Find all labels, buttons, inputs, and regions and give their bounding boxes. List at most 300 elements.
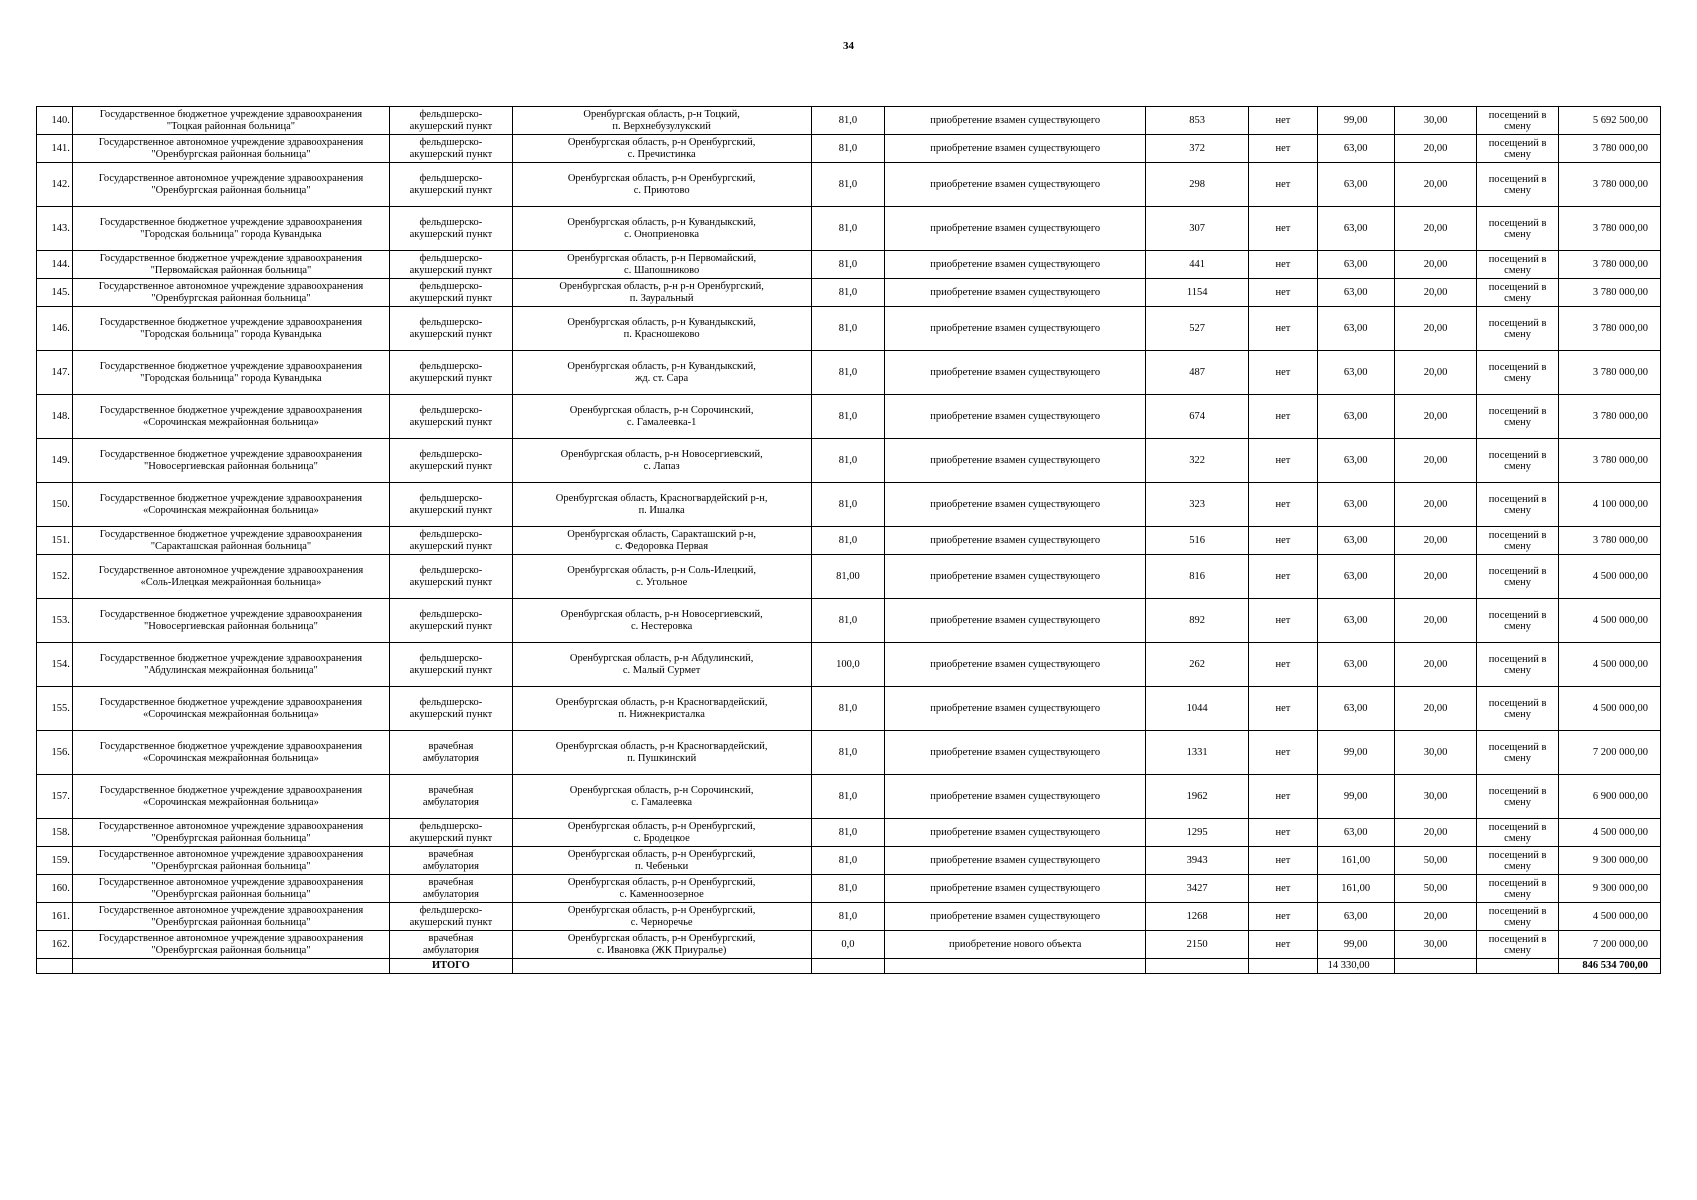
- table-row: [37, 775, 1661, 819]
- flag-cell: нет: [1249, 731, 1317, 775]
- table-row: [37, 251, 1661, 279]
- cost-cell: 3 780 000,00: [1558, 279, 1660, 307]
- value1-cell: 99,00: [1317, 107, 1394, 135]
- institution-cell: Государственное бюджетное учреждение здравоохранения "Городская больница" города Кувандыка: [72, 207, 389, 251]
- visits-unit-cell: посещений в смену: [1477, 775, 1558, 819]
- action-cell: приобретение взамен существующего: [885, 135, 1146, 163]
- facility-type-cell: фельдшерско- акушерский пункт: [390, 903, 513, 931]
- address-cell: Оренбургская область, р-н Оренбургский, с. Ивановка (ЖК Приуралье): [512, 931, 811, 959]
- flag-cell: нет: [1249, 903, 1317, 931]
- table-row: [37, 819, 1661, 847]
- area-cell: 81,0: [811, 847, 885, 875]
- value1-cell: 63,00: [1317, 687, 1394, 731]
- address-cell: Оренбургская область, р-н Абдулинский, с. Малый Сурмет: [512, 643, 811, 687]
- area-cell: 81,0: [811, 527, 885, 555]
- table-row: [37, 555, 1661, 599]
- table-row: [37, 107, 1661, 135]
- institution-cell: Государственное бюджетное учреждение здравоохранения «Сорочинская межрайонная больница»: [72, 687, 389, 731]
- institution-cell: Государственное бюджетное учреждение здравоохранения "Новосергиевская районная больница": [72, 439, 389, 483]
- action-cell: приобретение взамен существующего: [885, 643, 1146, 687]
- cost-cell: 3 780 000,00: [1558, 163, 1660, 207]
- institution-cell: Государственное бюджетное учреждение здравоохранения «Сорочинская межрайонная больница»: [72, 483, 389, 527]
- value1-cell: 161,00: [1317, 875, 1394, 903]
- address-cell: Оренбургская область, р-н Оренбургский, с. Каменноозерное: [512, 875, 811, 903]
- value1-cell: 99,00: [1317, 775, 1394, 819]
- visits-unit-cell: посещений в смену: [1477, 135, 1558, 163]
- total-value1: 14 330,00: [1317, 959, 1394, 974]
- table-row: [37, 307, 1661, 351]
- population-cell: 323: [1146, 483, 1249, 527]
- empty-cell: [512, 959, 811, 974]
- institution-cell: Государственное автономное учреждение здравоохранения "Оренбургская районная больница": [72, 931, 389, 959]
- institution-cell: Государственное бюджетное учреждение здравоохранения «Сорочинская межрайонная больница»: [72, 775, 389, 819]
- address-cell: Оренбургская область, р-н Тоцкий, п. Верхнебузулукский: [512, 107, 811, 135]
- visits-unit-cell: посещений в смену: [1477, 279, 1558, 307]
- action-cell: приобретение взамен существующего: [885, 847, 1146, 875]
- area-cell: 81,0: [811, 483, 885, 527]
- visits-unit-cell: посещений в смену: [1477, 643, 1558, 687]
- action-cell: приобретение нового объекта: [885, 931, 1146, 959]
- institution-cell: Государственное бюджетное учреждение здравоохранения "Новосергиевская районная больница": [72, 599, 389, 643]
- empty-cell: [72, 959, 389, 974]
- action-cell: приобретение взамен существующего: [885, 307, 1146, 351]
- action-cell: приобретение взамен существующего: [885, 599, 1146, 643]
- cost-cell: 4 500 000,00: [1558, 643, 1660, 687]
- row-number: 157.: [37, 775, 73, 819]
- action-cell: приобретение взамен существующего: [885, 163, 1146, 207]
- facility-type-cell: фельдшерско- акушерский пункт: [390, 687, 513, 731]
- flag-cell: нет: [1249, 483, 1317, 527]
- area-cell: 81,0: [811, 351, 885, 395]
- table-row: [37, 875, 1661, 903]
- cost-cell: 9 300 000,00: [1558, 875, 1660, 903]
- facility-type-cell: фельдшерско- акушерский пункт: [390, 395, 513, 439]
- population-cell: 487: [1146, 351, 1249, 395]
- cost-cell: 6 900 000,00: [1558, 775, 1660, 819]
- action-cell: приобретение взамен существующего: [885, 207, 1146, 251]
- action-cell: приобретение взамен существующего: [885, 527, 1146, 555]
- flag-cell: нет: [1249, 251, 1317, 279]
- facility-type-cell: врачебная амбулатория: [390, 847, 513, 875]
- address-cell: Оренбургская область, р-н Первомайский, с. Шапошниково: [512, 251, 811, 279]
- facility-type-cell: фельдшерско- акушерский пункт: [390, 643, 513, 687]
- total-cost: 846 534 700,00: [1558, 959, 1660, 974]
- facility-type-cell: фельдшерско- акушерский пункт: [390, 599, 513, 643]
- population-cell: 262: [1146, 643, 1249, 687]
- action-cell: приобретение взамен существующего: [885, 251, 1146, 279]
- empty-cell: [37, 959, 73, 974]
- area-cell: 81,0: [811, 875, 885, 903]
- table-row: [37, 527, 1661, 555]
- row-number: 150.: [37, 483, 73, 527]
- flag-cell: нет: [1249, 847, 1317, 875]
- value2-cell: 20,00: [1394, 819, 1477, 847]
- table-body: [37, 107, 1661, 974]
- action-cell: приобретение взамен существующего: [885, 687, 1146, 731]
- institution-cell: Государственное автономное учреждение здравоохранения "Оренбургская районная больница": [72, 135, 389, 163]
- row-number: 154.: [37, 643, 73, 687]
- value1-cell: 161,00: [1317, 847, 1394, 875]
- table-row: [37, 847, 1661, 875]
- action-cell: приобретение взамен существующего: [885, 903, 1146, 931]
- population-cell: 3943: [1146, 847, 1249, 875]
- area-cell: 81,0: [811, 135, 885, 163]
- area-cell: 81,0: [811, 163, 885, 207]
- cost-cell: 7 200 000,00: [1558, 731, 1660, 775]
- value2-cell: 30,00: [1394, 775, 1477, 819]
- row-number: 142.: [37, 163, 73, 207]
- facility-type-cell: фельдшерско- акушерский пункт: [390, 439, 513, 483]
- address-cell: Оренбургская область, р-н Оренбургский, п. Чебеньки: [512, 847, 811, 875]
- row-number: 145.: [37, 279, 73, 307]
- cost-cell: 4 500 000,00: [1558, 599, 1660, 643]
- table-row: [37, 687, 1661, 731]
- value1-cell: 63,00: [1317, 351, 1394, 395]
- value2-cell: 20,00: [1394, 135, 1477, 163]
- value1-cell: 99,00: [1317, 931, 1394, 959]
- visits-unit-cell: посещений в смену: [1477, 483, 1558, 527]
- value2-cell: 20,00: [1394, 279, 1477, 307]
- institution-cell: Государственное бюджетное учреждение здравоохранения "Первомайская районная больница": [72, 251, 389, 279]
- table-row: [37, 351, 1661, 395]
- cost-cell: 4 500 000,00: [1558, 819, 1660, 847]
- address-cell: Оренбургская область, р-н Сорочинский, с. Гамалеевка: [512, 775, 811, 819]
- cost-cell: 3 780 000,00: [1558, 307, 1660, 351]
- area-cell: 81,00: [811, 555, 885, 599]
- institution-cell: Государственное автономное учреждение здравоохранения "Оренбургская районная больница": [72, 279, 389, 307]
- flag-cell: нет: [1249, 775, 1317, 819]
- total-label: ИТОГО: [390, 959, 513, 974]
- visits-unit-cell: посещений в смену: [1477, 687, 1558, 731]
- row-number: 151.: [37, 527, 73, 555]
- visits-unit-cell: посещений в смену: [1477, 527, 1558, 555]
- action-cell: приобретение взамен существующего: [885, 875, 1146, 903]
- cost-cell: 3 780 000,00: [1558, 251, 1660, 279]
- area-cell: 81,0: [811, 599, 885, 643]
- page-number: 34: [843, 40, 854, 52]
- institution-cell: Государственное автономное учреждение здравоохранения "Оренбургская районная больница": [72, 847, 389, 875]
- flag-cell: нет: [1249, 527, 1317, 555]
- value1-cell: 63,00: [1317, 207, 1394, 251]
- table-row: [37, 163, 1661, 207]
- empty-cell: [885, 959, 1146, 974]
- facility-type-cell: фельдшерско- акушерский пункт: [390, 107, 513, 135]
- population-cell: 441: [1146, 251, 1249, 279]
- value2-cell: 20,00: [1394, 439, 1477, 483]
- area-cell: 81,0: [811, 819, 885, 847]
- population-cell: 853: [1146, 107, 1249, 135]
- row-number: 158.: [37, 819, 73, 847]
- population-cell: 816: [1146, 555, 1249, 599]
- area-cell: 0,0: [811, 931, 885, 959]
- value2-cell: 20,00: [1394, 599, 1477, 643]
- population-cell: 372: [1146, 135, 1249, 163]
- value2-cell: 30,00: [1394, 731, 1477, 775]
- empty-cell: [1249, 959, 1317, 974]
- value2-cell: 20,00: [1394, 643, 1477, 687]
- institution-cell: Государственное автономное учреждение здравоохранения «Соль-Илецкая межрайонная больница»: [72, 555, 389, 599]
- visits-unit-cell: посещений в смену: [1477, 207, 1558, 251]
- population-cell: 1268: [1146, 903, 1249, 931]
- row-number: 146.: [37, 307, 73, 351]
- value2-cell: 20,00: [1394, 527, 1477, 555]
- facilities-table: [36, 106, 1661, 974]
- value1-cell: 63,00: [1317, 903, 1394, 931]
- value2-cell: 20,00: [1394, 395, 1477, 439]
- table-row: [37, 903, 1661, 931]
- table-row: [37, 483, 1661, 527]
- value1-cell: 63,00: [1317, 395, 1394, 439]
- population-cell: 3427: [1146, 875, 1249, 903]
- visits-unit-cell: посещений в смену: [1477, 819, 1558, 847]
- row-number: 160.: [37, 875, 73, 903]
- population-cell: 1044: [1146, 687, 1249, 731]
- value1-cell: 63,00: [1317, 599, 1394, 643]
- flag-cell: нет: [1249, 163, 1317, 207]
- action-cell: приобретение взамен существующего: [885, 819, 1146, 847]
- address-cell: Оренбургская область, р-н Оренбургский, с. Черноречье: [512, 903, 811, 931]
- population-cell: 1331: [1146, 731, 1249, 775]
- area-cell: 81,0: [811, 395, 885, 439]
- row-number: 141.: [37, 135, 73, 163]
- facility-type-cell: фельдшерско- акушерский пункт: [390, 307, 513, 351]
- visits-unit-cell: посещений в смену: [1477, 395, 1558, 439]
- address-cell: Оренбургская область, р-н Новосергиевский, с. Лапаз: [512, 439, 811, 483]
- value2-cell: 20,00: [1394, 351, 1477, 395]
- action-cell: приобретение взамен существующего: [885, 107, 1146, 135]
- row-number: 161.: [37, 903, 73, 931]
- institution-cell: Государственное автономное учреждение здравоохранения "Оренбургская районная больница": [72, 819, 389, 847]
- area-cell: 81,0: [811, 731, 885, 775]
- table-row: [37, 207, 1661, 251]
- row-number: 147.: [37, 351, 73, 395]
- area-cell: 81,0: [811, 307, 885, 351]
- institution-cell: Государственное бюджетное учреждение здравоохранения «Сорочинская межрайонная больница»: [72, 731, 389, 775]
- value2-cell: 20,00: [1394, 307, 1477, 351]
- row-number: 144.: [37, 251, 73, 279]
- address-cell: Оренбургская область, р-н Кувандыкский, с. Оноприеновка: [512, 207, 811, 251]
- facility-type-cell: врачебная амбулатория: [390, 875, 513, 903]
- population-cell: 307: [1146, 207, 1249, 251]
- facility-type-cell: врачебная амбулатория: [390, 775, 513, 819]
- population-cell: 1295: [1146, 819, 1249, 847]
- cost-cell: 4 100 000,00: [1558, 483, 1660, 527]
- row-number: 149.: [37, 439, 73, 483]
- value1-cell: 63,00: [1317, 527, 1394, 555]
- action-cell: приобретение взамен существующего: [885, 439, 1146, 483]
- row-number: 153.: [37, 599, 73, 643]
- action-cell: приобретение взамен существующего: [885, 483, 1146, 527]
- cost-cell: 3 780 000,00: [1558, 527, 1660, 555]
- row-number: 143.: [37, 207, 73, 251]
- value1-cell: 99,00: [1317, 731, 1394, 775]
- visits-unit-cell: посещений в смену: [1477, 107, 1558, 135]
- area-cell: 81,0: [811, 251, 885, 279]
- cost-cell: 7 200 000,00: [1558, 931, 1660, 959]
- institution-cell: Государственное бюджетное учреждение здравоохранения "Саракташская районная больница": [72, 527, 389, 555]
- flag-cell: нет: [1249, 687, 1317, 731]
- flag-cell: нет: [1249, 439, 1317, 483]
- cost-cell: 3 780 000,00: [1558, 135, 1660, 163]
- visits-unit-cell: посещений в смену: [1477, 351, 1558, 395]
- visits-unit-cell: посещений в смену: [1477, 555, 1558, 599]
- flag-cell: нет: [1249, 207, 1317, 251]
- area-cell: 100,0: [811, 643, 885, 687]
- facility-type-cell: врачебная амбулатория: [390, 731, 513, 775]
- institution-cell: Государственное бюджетное учреждение здравоохранения "Абдулинская межрайонная больница": [72, 643, 389, 687]
- empty-cell: [811, 959, 885, 974]
- value1-cell: 63,00: [1317, 251, 1394, 279]
- table-row: [37, 439, 1661, 483]
- table-row: [37, 931, 1661, 959]
- cost-cell: 3 780 000,00: [1558, 439, 1660, 483]
- institution-cell: Государственное бюджетное учреждение здравоохранения «Сорочинская межрайонная больница»: [72, 395, 389, 439]
- population-cell: 1962: [1146, 775, 1249, 819]
- area-cell: 81,0: [811, 775, 885, 819]
- cost-cell: 5 692 500,00: [1558, 107, 1660, 135]
- flag-cell: нет: [1249, 875, 1317, 903]
- facility-type-cell: фельдшерско- акушерский пункт: [390, 207, 513, 251]
- facility-type-cell: фельдшерско- акушерский пункт: [390, 527, 513, 555]
- value1-cell: 63,00: [1317, 819, 1394, 847]
- address-cell: Оренбургская область, р-н Оренбургский, с. Пречистинка: [512, 135, 811, 163]
- address-cell: Оренбургская область, р-н Кувандыкский, п. Красношеково: [512, 307, 811, 351]
- visits-unit-cell: посещений в смену: [1477, 439, 1558, 483]
- row-number: 152.: [37, 555, 73, 599]
- value1-cell: 63,00: [1317, 439, 1394, 483]
- visits-unit-cell: посещений в смену: [1477, 903, 1558, 931]
- row-number: 155.: [37, 687, 73, 731]
- action-cell: приобретение взамен существующего: [885, 351, 1146, 395]
- population-cell: 892: [1146, 599, 1249, 643]
- flag-cell: нет: [1249, 351, 1317, 395]
- action-cell: приобретение взамен существующего: [885, 555, 1146, 599]
- area-cell: 81,0: [811, 279, 885, 307]
- population-cell: 2150: [1146, 931, 1249, 959]
- area-cell: 81,0: [811, 207, 885, 251]
- address-cell: Оренбургская область, Красногвардейский р-н, п. Ишалка: [512, 483, 811, 527]
- address-cell: Оренбургская область, Саракташский р-н, с. Федоровка Первая: [512, 527, 811, 555]
- cost-cell: 3 780 000,00: [1558, 351, 1660, 395]
- table-row: [37, 135, 1661, 163]
- flag-cell: нет: [1249, 395, 1317, 439]
- cost-cell: 4 500 000,00: [1558, 687, 1660, 731]
- population-cell: 674: [1146, 395, 1249, 439]
- table-row: [37, 643, 1661, 687]
- area-cell: 81,0: [811, 107, 885, 135]
- row-number: 156.: [37, 731, 73, 775]
- visits-unit-cell: посещений в смену: [1477, 931, 1558, 959]
- value2-cell: 20,00: [1394, 687, 1477, 731]
- action-cell: приобретение взамен существующего: [885, 395, 1146, 439]
- facility-type-cell: фельдшерско- акушерский пункт: [390, 483, 513, 527]
- address-cell: Оренбургская область, р-н Красногвардейский, п. Нижнекристалка: [512, 687, 811, 731]
- visits-unit-cell: посещений в смену: [1477, 847, 1558, 875]
- institution-cell: Государственное автономное учреждение здравоохранения "Оренбургская районная больница": [72, 875, 389, 903]
- row-number: 148.: [37, 395, 73, 439]
- institution-cell: Государственное автономное учреждение здравоохранения "Оренбургская районная больница": [72, 903, 389, 931]
- institution-cell: Государственное бюджетное учреждение здравоохранения "Городская больница" города Кувандыка: [72, 351, 389, 395]
- flag-cell: нет: [1249, 135, 1317, 163]
- facility-type-cell: врачебная амбулатория: [390, 931, 513, 959]
- institution-cell: Государственное бюджетное учреждение здравоохранения "Тоцкая районная больница": [72, 107, 389, 135]
- address-cell: Оренбургская область, р-н Оренбургский, с. Бродецкое: [512, 819, 811, 847]
- flag-cell: нет: [1249, 819, 1317, 847]
- value2-cell: 20,00: [1394, 903, 1477, 931]
- table-row: [37, 279, 1661, 307]
- value1-cell: 63,00: [1317, 643, 1394, 687]
- area-cell: 81,0: [811, 903, 885, 931]
- flag-cell: нет: [1249, 307, 1317, 351]
- population-cell: 298: [1146, 163, 1249, 207]
- value1-cell: 63,00: [1317, 555, 1394, 599]
- value2-cell: 50,00: [1394, 847, 1477, 875]
- empty-cell: [1394, 959, 1477, 974]
- value2-cell: 30,00: [1394, 931, 1477, 959]
- flag-cell: нет: [1249, 107, 1317, 135]
- cost-cell: 4 500 000,00: [1558, 903, 1660, 931]
- address-cell: Оренбургская область, р-н р-н Оренбургский, п. Зауральный: [512, 279, 811, 307]
- visits-unit-cell: посещений в смену: [1477, 307, 1558, 351]
- facility-type-cell: фельдшерско- акушерский пункт: [390, 163, 513, 207]
- facility-type-cell: фельдшерско- акушерский пункт: [390, 555, 513, 599]
- flag-cell: нет: [1249, 279, 1317, 307]
- row-number: 159.: [37, 847, 73, 875]
- flag-cell: нет: [1249, 931, 1317, 959]
- value2-cell: 20,00: [1394, 207, 1477, 251]
- facility-type-cell: фельдшерско- акушерский пункт: [390, 279, 513, 307]
- row-number: 140.: [37, 107, 73, 135]
- value2-cell: 20,00: [1394, 555, 1477, 599]
- value2-cell: 50,00: [1394, 875, 1477, 903]
- population-cell: 516: [1146, 527, 1249, 555]
- visits-unit-cell: посещений в смену: [1477, 731, 1558, 775]
- action-cell: приобретение взамен существующего: [885, 775, 1146, 819]
- table-row: [37, 395, 1661, 439]
- flag-cell: нет: [1249, 643, 1317, 687]
- cost-cell: 9 300 000,00: [1558, 847, 1660, 875]
- address-cell: Оренбургская область, р-н Кувандыкский, жд. ст. Сара: [512, 351, 811, 395]
- visits-unit-cell: посещений в смену: [1477, 163, 1558, 207]
- cost-cell: 3 780 000,00: [1558, 207, 1660, 251]
- value2-cell: 20,00: [1394, 483, 1477, 527]
- value2-cell: 20,00: [1394, 163, 1477, 207]
- table-row: [37, 731, 1661, 775]
- value1-cell: 63,00: [1317, 307, 1394, 351]
- action-cell: приобретение взамен существующего: [885, 279, 1146, 307]
- value1-cell: 63,00: [1317, 163, 1394, 207]
- facility-type-cell: фельдшерско- акушерский пункт: [390, 135, 513, 163]
- facility-type-cell: фельдшерско- акушерский пункт: [390, 251, 513, 279]
- value2-cell: 30,00: [1394, 107, 1477, 135]
- institution-cell: Государственное бюджетное учреждение здравоохранения "Городская больница" города Кувандыка: [72, 307, 389, 351]
- row-number: 162.: [37, 931, 73, 959]
- empty-cell: [1477, 959, 1558, 974]
- value1-cell: 63,00: [1317, 135, 1394, 163]
- address-cell: Оренбургская область, р-н Красногвардейский, п. Пушкинский: [512, 731, 811, 775]
- value1-cell: 63,00: [1317, 279, 1394, 307]
- area-cell: 81,0: [811, 687, 885, 731]
- empty-cell: [1146, 959, 1249, 974]
- area-cell: 81,0: [811, 439, 885, 483]
- facility-type-cell: фельдшерско- акушерский пункт: [390, 351, 513, 395]
- value1-cell: 63,00: [1317, 483, 1394, 527]
- population-cell: 322: [1146, 439, 1249, 483]
- population-cell: 527: [1146, 307, 1249, 351]
- visits-unit-cell: посещений в смену: [1477, 251, 1558, 279]
- address-cell: Оренбургская область, р-н Соль-Илецкий, с. Угольное: [512, 555, 811, 599]
- flag-cell: нет: [1249, 555, 1317, 599]
